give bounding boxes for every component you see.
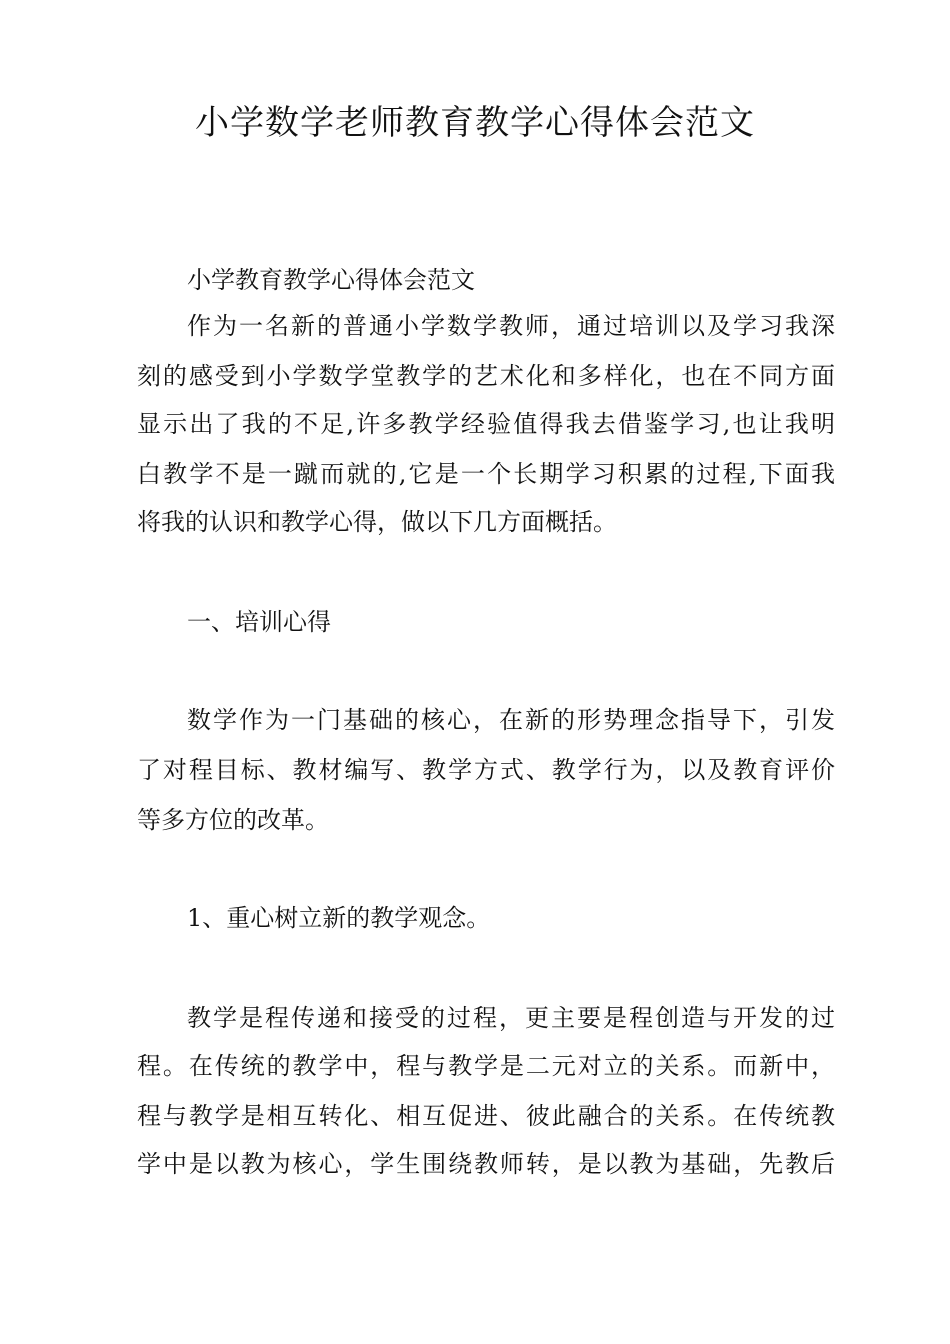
paragraph-line: 将我的认识和教学心得，做以下几方面概括。 [137, 508, 617, 536]
paragraph-line: 显示出了我的不足,许多教学经验值得我去借鉴学习,也让我明 [137, 410, 835, 438]
paragraph-line: 教学是程传递和接受的过程，更主要是程创造与开发的过 [187, 1004, 835, 1032]
paragraph-line: 程与教学是相互转化、相互促进、彼此融合的关系。在传统教 [137, 1102, 835, 1130]
section-heading-training: 一、培训心得 [187, 608, 331, 636]
paragraph-line: 作为一名新的普通小学数学教师，通过培训以及学习我深 [187, 312, 835, 340]
paragraph-line: 白教学不是一蹴而就的,它是一个长期学习积累的过程,下面我 [137, 460, 835, 488]
paragraph-line: 学中是以教为核心，学生围绕教师转，是以教为基础，先教后 [137, 1150, 835, 1178]
paragraph-line: 等多方位的改革。 [137, 806, 329, 834]
paragraph-line: 数学作为一门基础的核心，在新的形势理念指导下，引发 [187, 706, 835, 734]
document-subtitle: 小学教育教学心得体会范文 [187, 266, 475, 294]
paragraph-line: 程。在传统的教学中，程与教学是二元对立的关系。而新中， [137, 1052, 835, 1080]
document-title: 小学数学老师教育教学心得体会范文 [195, 103, 755, 143]
subsection-heading-concept: 1、重心树立新的教学观念。 [187, 904, 491, 932]
paragraph-line: 刻的感受到小学数学堂教学的艺术化和多样化，也在不同方面 [137, 362, 835, 390]
paragraph-line: 了对程目标、教材编写、教学方式、教学行为，以及教育评价 [137, 756, 835, 784]
